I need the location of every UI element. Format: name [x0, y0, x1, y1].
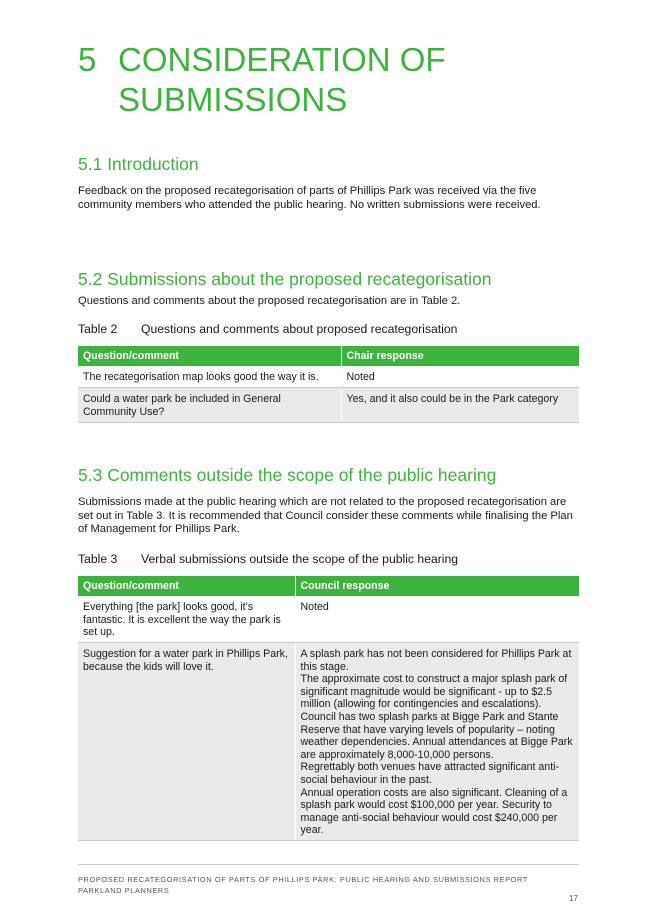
table-cell-response: Noted [295, 596, 579, 643]
chapter-number: 5 [78, 41, 97, 78]
page-number: 17 [569, 894, 578, 903]
table-2 [78, 346, 579, 423]
section-heading-5-3: 5.3 Comments outside the scope of the public hearing [78, 465, 497, 485]
section-5-3-paragraph: Submissions made at the public hearing which are not related to the proposed recategorisation are set out in Table 3. It is recommended that Council consider these comments while finalising the Plan of Management for Phillips Park. [78, 496, 573, 536]
chapter-title: CONSIDERATION OF SUBMISSIONS [118, 41, 446, 118]
table-3-caption [78, 552, 458, 567]
table-row [78, 366, 579, 388]
table-cell-response: A splash park has not been considered for Phillips Park at this stage. The approximate cost to construct a major splash park of significant magnitude would be significant - up to $2.5 million (allowing for contingencies and escalations). Council has two splash parks at Bigge Park and Stante Reserve that have varying levels of popularity – noting weather dependencies. Annual attendances at Bigge Park are approximately 8,000-10,000 persons. Regrettably both venues have attracted significant anti-social behaviour in the past. Annual operation costs are also significant. Cleaning of a splash park would cost $100,000 per year. Security to manage anti-social behaviour would cost $240,000 per year. [295, 643, 579, 841]
table-3-title: Verbal submissions outside the scope of the public hearing [141, 552, 459, 566]
table-3 [78, 576, 579, 841]
table-cell-response: Yes, and it also could be in the Park category [341, 388, 579, 423]
table-row [78, 388, 579, 423]
footer-divider [78, 864, 579, 865]
table-cell-question: Suggestion for a water park in Phillips Park, because the kids will love it. [78, 643, 295, 841]
table-header-response: Council response [295, 576, 579, 596]
section-5-2-paragraph: Questions and comments about the proposed recategorisation are in Table 2. [78, 295, 461, 307]
table-cell-question: Could a water park be included in General Community Use? [78, 388, 341, 423]
footer-author: PARKLAND PLANNERS [78, 886, 170, 895]
table-cell-question: Everything [the park] looks good, it’s fantastic. It is excellent the way the park is set up. [78, 596, 295, 643]
table-row [78, 643, 579, 841]
section-heading-5-1: 5.1 Introduction [78, 154, 199, 174]
table-header-row [78, 576, 579, 596]
table-row [78, 596, 579, 643]
table-cell-question: The recategorisation map looks good the way it is. [78, 366, 341, 388]
table-3-label: Table 3 [78, 552, 118, 566]
table-header-response: Chair response [341, 346, 579, 366]
table-header-row [78, 346, 579, 366]
footer-report-title: PROPOSED RECATEGORISATION OF PARTS OF PHILLIPS PARK: PUBLIC HEARING AND SUBMISSIONS REPORT [78, 875, 528, 884]
table-cell-response: Noted [341, 366, 579, 388]
section-5-1-paragraph: Feedback on the proposed recategorisation of parts of Phillips Park was received via the five community members who attended the public hearing. No written submissions were received. [78, 185, 541, 211]
table-header-question: Question/comment [78, 576, 295, 596]
section-heading-5-2: 5.2 Submissions about the proposed recategorisation [78, 269, 492, 289]
table-2-title: Questions and comments about proposed recategorisation [141, 322, 458, 336]
table-header-question: Question/comment [78, 346, 341, 366]
table-2-caption [78, 322, 457, 337]
table-2-label: Table 2 [78, 322, 118, 336]
